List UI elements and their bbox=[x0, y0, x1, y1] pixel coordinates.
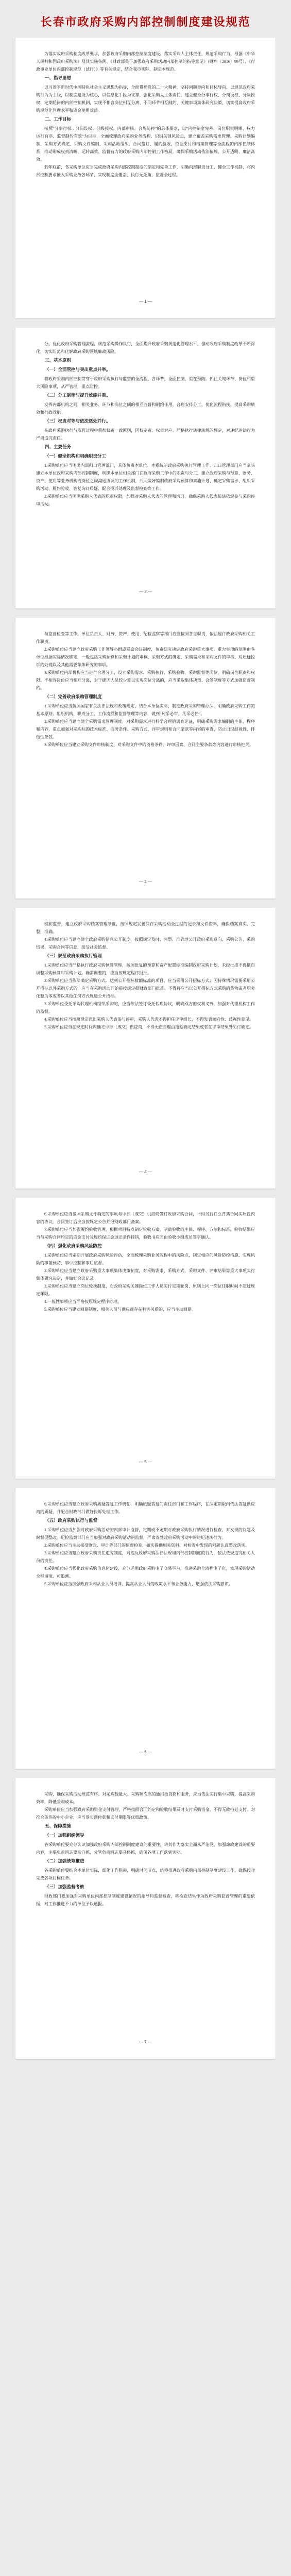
subsection-heading: （二）完善政府采购管理制度 bbox=[45, 694, 102, 700]
body-paragraph: 分。优化政府采购管理流程，规范采购操作执行，全面提升政府采购规范化管理水平，推动政府采购制度改革不断深化，切实防范和化解政府采购领域廉政风险。 bbox=[36, 342, 255, 354]
subsection-heading: （一）全面管控与突出重点并举。 bbox=[45, 367, 111, 372]
page-number: — 1 — bbox=[139, 299, 152, 304]
subsection-heading: （三）权责对等与依法惩处并行。 bbox=[45, 419, 111, 424]
body-paragraph: 1.采购单位应当明确内部归口管理部门，具体负责本单位、本系统的政府采购执行管理工作。归口管理部门应当牵头建立本单位政府采购内部控制制度，明确本单位相关部门在政府采购工作中的职责与分工，建立政府采购与预算、财务、资产、使用等业务机构或岗位之间沟通协调的工作机制，共同做好编制政府采购预算和实施计划、确定采购需求、组织采购活动、履约验收、答复询问质疑、配合投诉处理及监督检查等工作。 bbox=[36, 463, 255, 491]
body-paragraph: 4.采购单位应当强化政府采购信息化建设，充分运用政府采购电子交易平台，推进采购全流程电子化，实现采购活动全程留痕、可追溯。 bbox=[36, 1566, 255, 1579]
body-paragraph: 各采购单位要充分认识加强政府采购内部控制制度建设的重要性，将其作为落实全面从严治党、加强廉政建设的重要内容，主要负责同志要亲自抓，分管负责同志要具体抓，确保各项工作落到实处。 bbox=[36, 1842, 255, 1855]
body-paragraph: 5.采购单位应当建立回避制度，相关人员与供应商存在利害关系的，应当主动回避。 bbox=[44, 1307, 196, 1312]
subsection-heading: （二）加强统筹推进 bbox=[45, 1859, 84, 1864]
page-number: — 2 — bbox=[139, 589, 152, 594]
body-paragraph: 2.采购单位应当建立政府采购重大事项集体决策制度，对采购需求、采购方式、采购文件、评审结果等重大事项实行集体研究决定，并做好会议记录。 bbox=[36, 1268, 255, 1281]
document-page bbox=[15, 38, 276, 318]
body-paragraph: 各采购单位要结合本单位实际，细化工作措施，明确时间节点，统筹推进政府采购内部控制制度建设工作，确保按时完成各项目标任务。 bbox=[36, 1868, 255, 1880]
body-paragraph: 在政府采购执行与监管过程中贯彻权责一致原则，因权定责、权责对应。严格执行法律法规的规定，对违纪违法行为严肃追究责任。 bbox=[36, 428, 255, 440]
body-paragraph: 3.采购单位应当建立采购文件审核制度，对采购文件中的资格条件、评审因素、合同主要条款等内容进行审核把关。 bbox=[44, 742, 253, 747]
document-page bbox=[15, 1198, 276, 1479]
body-paragraph: 采购，确保采购活动规范有序。对采购数量大、采购频次高的通用类货物和服务，应当依法实行集中采购，提高采购效率，降低采购成本。 bbox=[36, 1792, 255, 1804]
document-page bbox=[15, 328, 276, 608]
body-paragraph: 5.采购单位应当加强政府采购从业人员培训，提高从业人员的政策水平和业务能力，增强依法采购意识。 bbox=[44, 1582, 233, 1586]
body-paragraph: 3.采购单位应当建立政府采购责任追究制度，对违反政府采购法律法规和内部控制制度的行为，依法依规追究相关人员的责任。 bbox=[36, 1551, 255, 1563]
body-paragraph: 2.采购单位应当建立政府采购工作领导小组或联席会议制度，负责研究决定政府采购重大事项。重大事项的范围由各单位根据实际情况确定，一般包括采购预算和采购计划的审核、采购方式的确定、采购需求和采购文件的审核、对质疑投诉的处理以及其他需要集体研究的事项。 bbox=[36, 647, 255, 667]
page-number: — 3 — bbox=[139, 879, 152, 884]
subsection-heading: （五）政府采购执行与监督 bbox=[45, 1518, 98, 1523]
document-page bbox=[15, 908, 276, 1189]
body-paragraph: 3.采购单位委托采购代理机构组织采购的，应当依法签订委托代理协议，明确双方的权利义务，加强对代理机构工作的监督。 bbox=[36, 1002, 255, 1014]
body-paragraph: 6.采购单位应当建立政府采购质疑答复工作机制，明确质疑答复的责任部门和工作程序，在法定期限内依法答复供应商的质疑，并配合财政部门做好投诉处理工作。 bbox=[36, 1502, 255, 1514]
body-paragraph: 5.采购单位应当在规定时间内确定中标（成交）供应商，不得无正当理由拖延确定结果或者在评审结果外另行确定。 bbox=[44, 1025, 253, 1029]
page-number: — 5 — bbox=[139, 1460, 152, 1464]
page-number: — 6 — bbox=[139, 1750, 152, 1754]
body-paragraph: 与监督检查等工作。单位负责人、财务、资产、使用、纪检监察等部门应当按照各自职责，依法履行政府采购相关工作职责。 bbox=[36, 632, 255, 644]
section-heading: 四、主要任务 bbox=[45, 445, 72, 450]
subsection-heading: （二）分工制衡与提升效能并重。 bbox=[45, 393, 111, 398]
body-paragraph: 2.采购单位应当依法确定采购方式。达到公开招标数额标准的项目，应当采用公开招标方式；因特殊情况需要采用公开招标以外采购方式的，应当在采购活动开始前按规定报财政部门批准。不得将应当以公开招标方式采购的货物或者服务化整为零或者以其他任何方式规避公开招标。 bbox=[36, 978, 255, 998]
subsection-heading: （一）健全机构和明确职责分工 bbox=[45, 454, 107, 459]
body-paragraph: 1.采购单位应当加强对政府采购活动的内部审计监督，定期或不定期对政府采购执行情况进行检查，对发现的问题及时督促整改。纪检监察部门应当加强对政府采购活动的监督，严肃查处政府采购活动中的违纪违法行为。 bbox=[36, 1528, 255, 1540]
body-paragraph: 发挥内部机构之间，相关业务、环节和岗位之间的相互监督和制约作用，合理安排分工，优化流程衔接，提高采购绩效和行政效能。 bbox=[36, 402, 255, 415]
body-paragraph: 理和监督，建立政府采购档案管理制度，按照规定妥善保存采购活动全过程的记录和文件资料，确保档案真实、完整、准确。 bbox=[36, 922, 255, 934]
page-number: — 7 — bbox=[139, 2040, 152, 2044]
document-page bbox=[15, 1778, 276, 2059]
body-paragraph: 4.采购单位应当建立健全政府采购信息公开制度，按照规定及时、完整、准确地公开政府采购意向、采购公告、采购结果、采购合同等信息，接受社会监督。 bbox=[36, 937, 255, 950]
body-paragraph: 以习近平新时代中国特色社会主义思想为指导，全面贯彻党的二十大精神，坚持问题导向和目标导向，以规范政府采购行为为主线，以制度建设为核心，以信息化手段为支撑，强化采购人主体责任，建立健全分事行权、分岗设权、分级授权、定期轮岗的内部控制机制，实现不相容岗位相互分离、不同环节相互制约、关键事项集体研究决策，切实提高政府采购规范化管理水平和资金使用效益。 bbox=[36, 85, 255, 113]
body-paragraph: 3.采购单位内部机构应当进行合理分工，设立采购需求、采购执行、采购验收、采购监督等岗位，明确岗位职责和权限。不相容岗位应当相互分离，对于确因人员较少难以实现岗位分离的，应当采取集体决策、会签制度等方式加强监督制约。 bbox=[36, 670, 255, 690]
body-paragraph: 将政府采购内部控制贯穿于政府采购执行与监管的全流程、各环节，全面控制，重在预防。抓住关键环节、岗位和重大风险事项，从严管理，重点防控。 bbox=[36, 377, 255, 389]
subsection-heading: （四）强化政府采购风险防控 bbox=[45, 1244, 102, 1249]
document-page bbox=[15, 618, 276, 899]
body-paragraph: 为落实政府采购制度改革要求，加强政府采购内部控制制度建设，落实采购人主体责任，规范采购行为，根据《中华人民共和国政府采购法》及其实施条例、《财政部关于加强政府采购活动内部控制的指导意见》（财库〔2016〕99号）、《行政事业单位内部控制规范（试行）》等有关规定，结合我市实际，制定本规范。 bbox=[36, 52, 255, 72]
body-paragraph: 1.采购单位应当按照国家有关法律法规和政策规定，结合本单位实际，制定政府采购管理办法，明确政府采购工作的基本原则、组织机构、职责分工、工作流程和监督管理等内容，做到“凡采必审、凡采必控”。 bbox=[36, 704, 255, 716]
body-paragraph: 2.采购单位应当明确采购人代表的职责权限，加强对采购人代表的管理和培训，确保采购人代表依法依规参与采购评审活动。 bbox=[36, 494, 255, 506]
body-paragraph: 财政部门要加强对采购单位内部控制制度建设情况的指导和监督检查，将检查结果作为政府采购监督管理的重要依据，对工作推进不力的单位予以通报。 bbox=[36, 1894, 255, 1906]
section-heading: 二、工作目标 bbox=[45, 117, 72, 122]
body-paragraph: 1.采购单位应当严格执行政府采购预算管理，按照批复的预算和资产配置标准编制政府采购计划，未经批准不得擅自调整采购预算和采购计划。确需调整的，应当按规定程序报批。 bbox=[36, 963, 255, 975]
body-paragraph: 到年底前，各采购单位应当完成政府采购内部控制制度的制定和完善工作，明确内部职责分工，健全工作机制，将内部控制要求嵌入采购业务各环节，实现制度全覆盖、执行无死角、监督全过程。 bbox=[36, 165, 255, 177]
body-paragraph: 1.采购单位应当定期开展政府采购风险评估，全面梳理采购业务流程中的风险点，制定相应的风险防控措施，实现风险的事前预防、事中控制和事后监督。 bbox=[36, 1253, 255, 1265]
body-paragraph: 2.采购单位应当建立健全采购需求管理制度，对采购需求进行科学合理的调查论证，明确采购需求编制的主体、程序和内容，重点加强对采购标的技术标准、商务条件、采购方式、评审规则和合同条款等内容的审查，防止出现歧视性、排他性条款。 bbox=[36, 719, 255, 739]
page-number: — 4 — bbox=[139, 1170, 152, 1174]
body-paragraph: 按照“分事行权、分岗设权、分级授权，内部审核、合规防控”的总体要求，以“内控制度完善、岗位职责明晰、权力运行有序、监督制约有效”为目标，全面梳理政府采购业务流程，识别关键风险点，建立覆盖采购需求管理、采购计划编制、采购方式确定、采购文件编制、采购活动组织、合同签订、履约验收、资金支付和档案管理等全流程的内部控制体系，推动形成权责清晰、运转高效、监督有力的政府采购内部控制工作格局，确保采购活动依法依规、公开透明、廉洁高效。 bbox=[36, 126, 255, 162]
body-paragraph: 采购单位应当加强政府采购资金支付管理，严格按照合同约定和验收结果及时支付采购资金，不得无故拖延支付。对符合条件的中小企业，应当落实预付款和支付期限等优惠政策。 bbox=[36, 1807, 255, 1820]
subsection-heading: （三）加强监督考核 bbox=[45, 1885, 84, 1890]
body-paragraph: 6.采购单位应当按照采购文件确定的事项与中标（成交）供应商签订政府采购合同，不得另行订立背离合同实质性内容的协议。合同签订后应当按规定公告并报财政部门备案。 bbox=[36, 1212, 255, 1224]
page-list bbox=[15, 38, 276, 2059]
section-heading: 五、保障措施 bbox=[45, 1824, 72, 1829]
document-page bbox=[15, 1488, 276, 1769]
section-heading: 三、基本原则 bbox=[45, 358, 72, 363]
subsection-heading: （三）规范政府采购执行管理 bbox=[45, 954, 102, 959]
body-paragraph: 3.采购单位应当建立岗位轮换制度，对政府采购关键岗位工作人员实行定期轮岗，原则上同一岗位任职时间不超过规定年限。 bbox=[36, 1284, 255, 1296]
body-paragraph: 7.采购单位应当加强履约验收管理，根据项目特点制定验收方案，明确验收的主体、程序、方法和标准。验收结果应当与采购合同约定的资金支付及履约保证金返还条件挂钩，验收书应当由验收小组成员签字确认。 bbox=[36, 1227, 255, 1240]
body-paragraph: 2.采购单位应当主动接受财政、审计等部门的监督检查，如实提供相关资料，对检查中发现的问题认真整改落实。 bbox=[44, 1543, 249, 1548]
document bbox=[15, 10, 276, 2068]
subsection-heading: （一）加强组织领导 bbox=[45, 1833, 84, 1838]
body-paragraph: 4.一般性事项应当严格按照规定程序办理。 bbox=[44, 1299, 122, 1304]
section-heading: 一、指导思想 bbox=[45, 76, 72, 81]
body-paragraph: 4.采购单位应当按照规定派出采购人代表参与评审，采购人代表不得担任评审组长，不得发表倾向性、歧视性意见。 bbox=[44, 1017, 253, 1022]
document-title: 长春市政府采购内部控制制度建设规范 bbox=[40, 15, 251, 28]
